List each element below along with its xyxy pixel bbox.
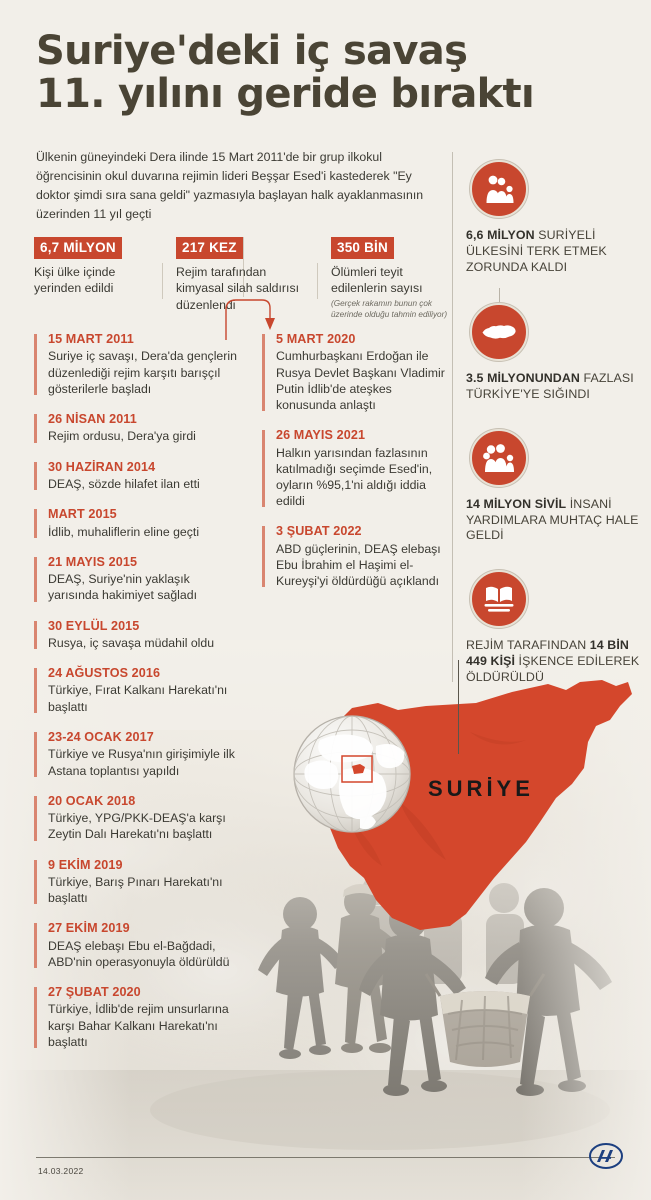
timeline-date: 30 EYLÜL 2015 xyxy=(48,618,140,633)
timeline-entry xyxy=(262,524,452,589)
timeline-date: 20 OCAK 2018 xyxy=(48,793,136,808)
stat-badge-2: 217 KEZ xyxy=(176,237,243,259)
stat-badge-1: 6,7 MİLYON xyxy=(34,237,122,259)
timeline-entry xyxy=(34,666,239,715)
timeline-entry xyxy=(34,858,239,907)
timeline-desc: Halkın yarısından fazlasının katılmadığı seçimde Esed'in, oyların %95,1'ni aldığı iddia edildi xyxy=(276,445,433,509)
timeline-date: 9 EKİM 2019 xyxy=(48,857,123,872)
timeline-entry xyxy=(34,555,239,604)
timeline-date: MART 2015 xyxy=(48,507,117,522)
fact-number-aid: 14 MİLYON SİVİL xyxy=(466,496,567,511)
timeline-entry xyxy=(34,921,239,970)
title-line-2: 11. yılını geride bıraktı xyxy=(36,71,534,118)
timeline-date: 23-24 OCAK 2017 xyxy=(48,729,154,744)
fact-rest-refugees: SURİYELİ ÜLKESİNİ TERK ETMEK ZORUNDA KALDI xyxy=(466,228,607,274)
map-country-label: SURİYE xyxy=(428,776,534,801)
stat-block-3 xyxy=(317,237,452,320)
timeline-date: 5 MART 2020 xyxy=(276,332,356,346)
right-facts-column xyxy=(466,160,641,693)
map-leader-line xyxy=(458,660,459,754)
timeline-entry xyxy=(34,619,239,652)
fact-text-torture xyxy=(466,638,641,685)
right-column-divider xyxy=(452,152,453,682)
stat-text-1: Kişi ülke içinde yerinden edildi xyxy=(34,265,116,296)
page-title xyxy=(36,30,626,116)
timeline-entry xyxy=(34,412,239,445)
timeline-entry xyxy=(34,507,239,540)
stat-badge-3: 350 BİN xyxy=(331,237,394,259)
timeline-desc: DEAŞ, sözde hilafet ilan etti xyxy=(48,476,200,491)
syria-map xyxy=(280,672,651,962)
timeline-desc: Suriye iç savaşı, Dera'da gençlerin düzenlediği rejim karşıtı barışçıl gösterilerle başladı xyxy=(48,349,237,396)
stat-block-1 xyxy=(34,237,162,320)
fact-block-aid xyxy=(466,429,641,544)
timeline-date: 15 MART 2011 xyxy=(48,332,134,346)
timeline-date: 26 NİSAN 2011 xyxy=(48,412,137,427)
fact-rest-turkey: FAZLASI TÜRKİYE'YE SIĞINDI xyxy=(466,371,634,401)
timeline-entry xyxy=(262,428,452,509)
timeline-entry xyxy=(34,332,239,397)
timeline-desc: DEAŞ elebaşı Ebu el-Bağdadi, ABD'nin operasyonuyla öldürüldü xyxy=(48,938,230,969)
timeline-desc: Türkiye, İdlib'de rejim unsurlarına karşı Bahar Kalkanı Harekatı'nı başlattı xyxy=(48,1002,229,1049)
timeline-desc: Türkiye, Barış Pınarı Harekatı'nı başlattı xyxy=(48,874,223,906)
timeline-entry xyxy=(34,460,239,493)
fact-pre-torture: REJİM TARAFINDAN xyxy=(466,638,590,652)
fact-number-torture: 14 BİN 449 KİŞİ xyxy=(466,638,629,668)
fact-rest-aid: İNSANİ YARDIMLARA MUHTAÇ HALE GELDİ xyxy=(466,496,639,543)
timeline-column-left xyxy=(34,332,239,1065)
timeline-date: 24 AĞUSTOS 2016 xyxy=(48,666,161,681)
fact-block-refugees xyxy=(466,160,641,275)
timeline-desc: ABD güçlerinin, DEAŞ elebaşı Ebu İbrahim el Haşimi el-Kureyşi'yi öldürdüğü açıklandı xyxy=(276,541,441,589)
timeline-entry xyxy=(34,985,239,1050)
timeline-desc: İdlib, muhaliflerin eline geçti xyxy=(48,524,200,539)
timeline-date: 30 HAZİRAN 2014 xyxy=(48,459,156,474)
fact-number-refugees: 6,6 MİLYON xyxy=(466,228,535,242)
fact-text-aid xyxy=(466,497,641,544)
stat-text-2: Rejim tarafından kimyasal silah saldırısı düzenlendi xyxy=(176,265,300,312)
timeline-desc: Rusya, iç savaşa müdahil oldu xyxy=(48,635,215,650)
civilians-aid-icon xyxy=(470,429,528,487)
timeline-date: 26 MAYIS 2021 xyxy=(276,428,366,443)
fact-block-turkey xyxy=(466,303,641,403)
timeline-entry xyxy=(262,332,452,413)
footer-divider xyxy=(36,1157,615,1158)
refugee-family-icon xyxy=(470,160,528,218)
turkey-map-icon xyxy=(470,303,528,361)
timeline-date: 21 MAYIS 2015 xyxy=(48,554,138,569)
timeline-desc: Türkiye, Fırat Kalkanı Harekatı'nı başlattı xyxy=(48,683,228,714)
flow-arrow-connector xyxy=(224,296,280,340)
timeline-desc: DEAŞ, Suriye'nin yaklaşık yarısında hakimiyet sağladı xyxy=(48,572,198,603)
intro-paragraph: Ülkenin güneyindeki Dera ilinde 15 Mart 2011'de bir grup ilkokul öğrencisinin okul duvarına rejimin lideri Beşşar Esed'i kastederek "Ey doktor şimdi sıra sana geldi" yazmasıyla başlayan halk ayaklanmasının üzerinden 11 yıl geçti xyxy=(36,150,424,222)
fact-rest-torture: İŞKENCE EDİLEREK ÖLDÜRÜLDÜ xyxy=(466,653,640,684)
timeline-desc: Cumhurbaşkanı Erdoğan ile Rusya Devlet Başkanı Vladimir Putin İdlib'de ateşkes konusunda anlaştı xyxy=(276,349,445,413)
timeline-entry xyxy=(34,794,239,843)
timeline-date: 27 EKİM 2019 xyxy=(48,921,130,936)
timeline-desc: Rejim ordusu, Dera'ya girdi xyxy=(48,429,196,444)
timeline-column-middle xyxy=(262,332,452,604)
timeline-desc: Türkiye ve Rusya'nın girişimiyle ilk Astana toplantısı yapıldı xyxy=(48,747,235,778)
timeline-entry xyxy=(34,730,239,779)
timeline-date: 3 ŞUBAT 2022 xyxy=(276,524,362,539)
publication-date: 14.03.2022 xyxy=(38,1166,84,1176)
fact-block-torture xyxy=(466,570,641,685)
fact-number-turkey: 3.5 MİLYONUNDAN xyxy=(466,371,580,386)
timeline-desc: Türkiye, YPG/PKK-DEAŞ'a karşı Zeytin Dalı Harekatı'nı başlattı xyxy=(48,811,226,842)
stat-text-3: Ölümleri teyit edilenlerin sayısı xyxy=(331,265,423,296)
fact-text-refugees xyxy=(466,228,641,275)
title-line-1: Suriye'deki iç savaş xyxy=(36,28,468,74)
anadolu-agency-logo xyxy=(589,1143,623,1174)
timeline-date: 27 ŞUBAT 2020 xyxy=(48,985,141,1000)
fact-text-turkey xyxy=(466,371,641,403)
stat-note-3: (Gerçek rakamın bunun çok üzerinde olduğu tahmin ediliyor) xyxy=(331,298,448,319)
torture-victims-icon xyxy=(470,570,528,628)
